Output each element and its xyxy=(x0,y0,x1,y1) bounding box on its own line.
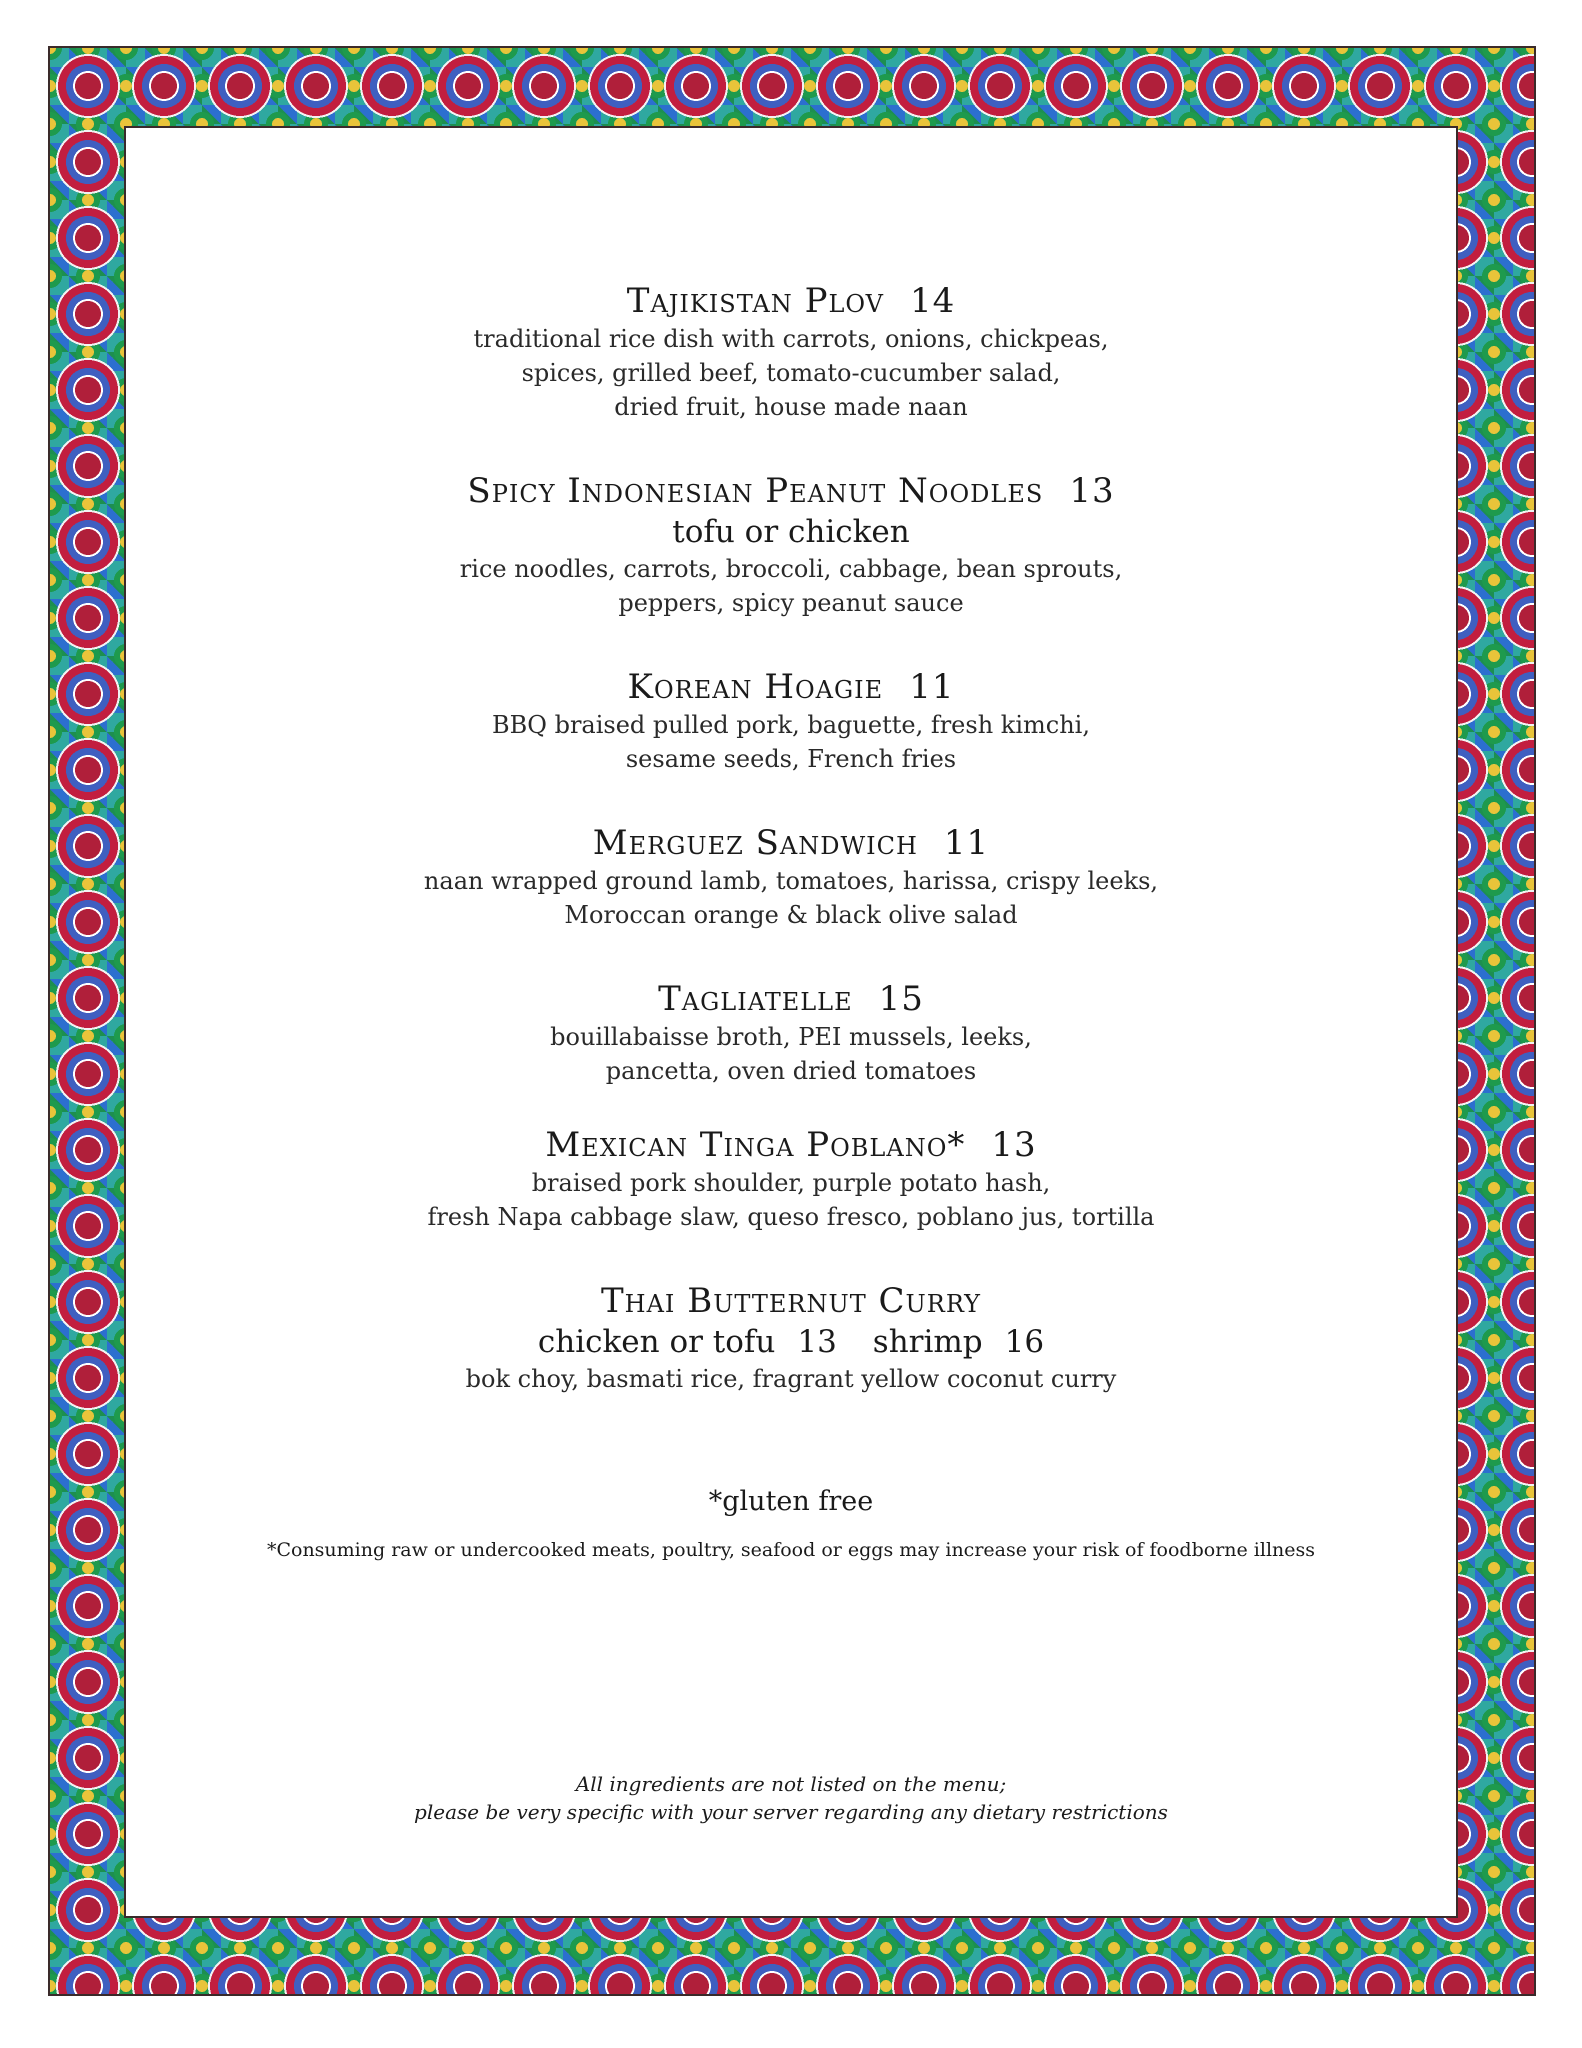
dish-option: shrimp xyxy=(872,1324,983,1360)
dish-korean-hoagie xyxy=(126,666,1456,776)
dish-option: chicken or tofu xyxy=(537,1324,776,1360)
dish-name: Thai Butternut Curry xyxy=(600,1281,982,1321)
dish-title xyxy=(126,1124,1456,1166)
dish-description: sesame seeds, French fries xyxy=(625,745,957,773)
dish-price: 11 xyxy=(943,823,990,863)
dish-description: traditional rice dish with carrots, onions, chickpeas, xyxy=(473,325,1109,353)
dish-description: BBQ braised pulled pork, baguette, fresh kimchi, xyxy=(492,711,1090,739)
dish-description: braised pork shoulder, purple potato hash, xyxy=(531,1169,1051,1197)
dish-title xyxy=(126,280,1456,322)
dish-description: Moroccan orange & black olive salad xyxy=(564,901,1018,929)
footer-line: All ingredients are not listed on the menu; xyxy=(575,1772,1007,1796)
dish-price: 14 xyxy=(909,281,956,321)
dish-name: Mexican Tinga Poblano* xyxy=(545,1125,966,1165)
dish-price: 11 xyxy=(909,667,955,707)
dish-title xyxy=(126,470,1456,512)
dish-name: Tajikistan Plov xyxy=(626,281,884,321)
dish-price: 13 xyxy=(1069,471,1115,511)
dish-title xyxy=(126,666,1456,708)
dish-peanut-noodles xyxy=(126,470,1456,620)
dish-mexican-tinga-poblano xyxy=(126,1124,1456,1234)
dish-thai-butternut-curry xyxy=(126,1280,1456,1396)
footer-line: please be very specific with your server regarding any dietary restrictions xyxy=(414,1800,1168,1824)
dish-title xyxy=(126,822,1456,864)
dish-description: fresh Napa cabbage slaw, queso fresco, poblano jus, tortilla xyxy=(427,1203,1155,1231)
dish-name: Merguez Sandwich xyxy=(592,823,918,863)
dish-description: bok choy, basmati rice, fragrant yellow coconut curry xyxy=(465,1365,1117,1393)
menu-list xyxy=(126,280,1456,1561)
dish-description: pancetta, oven dried tomatoes xyxy=(605,1057,977,1085)
dish-name: Spicy Indonesian Peanut Noodles xyxy=(467,471,1044,511)
dish-description: spices, grilled beef, tomato-cucumber salad, xyxy=(521,359,1061,387)
dish-description: rice noodles, carrots, broccoli, cabbage, bean sprouts, xyxy=(459,555,1123,583)
menu-page xyxy=(124,126,1458,1918)
dish-merguez-sandwich xyxy=(126,822,1456,932)
dish-description: bouillabaisse broth, PEI mussels, leeks, xyxy=(550,1023,1032,1051)
dish-description: naan wrapped ground lamb, tomatoes, harissa, crispy leeks, xyxy=(423,867,1159,895)
gluten-free-note: *gluten free xyxy=(708,1486,874,1517)
dish-tajikistan-plov xyxy=(126,280,1456,424)
dish-name: Tagliatelle xyxy=(658,979,853,1019)
dish-price: 15 xyxy=(878,979,924,1019)
dish-price: 13 xyxy=(991,1125,1037,1165)
dish-option: tofu or chicken xyxy=(672,514,910,550)
dish-price: 16 xyxy=(1004,1324,1045,1360)
consumer-warning: *Consuming raw or undercooked meats, poultry, seafood or eggs may increase your risk of foodborne illness xyxy=(266,1539,1316,1561)
dish-options xyxy=(126,1322,1456,1362)
dish-tagliatelle xyxy=(126,978,1456,1088)
dish-title xyxy=(126,978,1456,1020)
dish-description: dried fruit, house made naan xyxy=(614,393,968,421)
dish-price: 13 xyxy=(797,1324,837,1360)
dish-name: Korean Hoagie xyxy=(627,667,884,707)
dish-description: peppers, spicy peanut sauce xyxy=(618,589,964,617)
footer-note xyxy=(126,1770,1456,1826)
